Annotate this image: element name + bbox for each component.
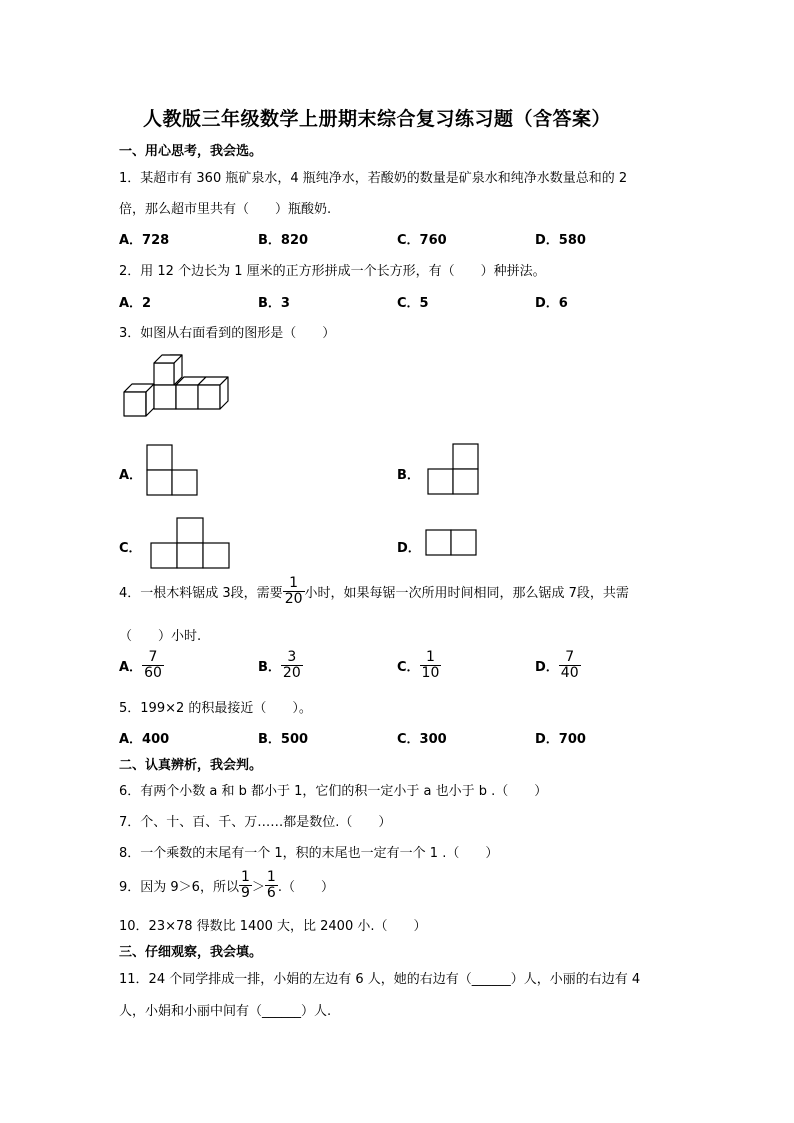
fraction-denominator: 9 [240,885,250,901]
q5-option-d[interactable]: D．700 [535,732,586,747]
question-3: 3．如图从右面看到的图形是（ ） [119,326,336,341]
q3-option-b[interactable]: B． [397,468,420,483]
fraction-numerator: 3 [281,650,303,666]
q5-option-b[interactable]: B．500 [258,732,309,747]
q4-option-d-label: D． [535,660,559,675]
question-10: 10．23×78 得数比 1400 大，比 2400 小.（ ） [119,919,427,934]
q4-option-d-fraction [559,650,581,681]
cube-figure [118,350,248,420]
q4-option-a-fraction [142,650,164,681]
question-9-fraction-1 [239,870,252,901]
q3-option-a-figure [146,444,200,498]
question-6: 6．有两个小数 a 和 b 都小于 1，它们的积一定小于 a 也小于 b .（ ） [119,784,548,799]
q5-option-a[interactable]: A．400 [119,732,170,747]
q3-option-d-figure [425,529,479,557]
page-title: 人教版三年级数学上册期末综合复习练习题（含答案） [143,108,612,130]
q4-option-a[interactable] [119,650,164,681]
question-1-line-2: 倍，那么超市里共有（ ）瓶酸奶. [119,202,332,217]
fraction-numerator: 1 [283,576,305,592]
q2-option-b[interactable]: B．3 [258,296,290,311]
section-heading-2: 二、认真辨析，我会判。 [119,758,263,773]
fraction-numerator: 1 [240,869,250,885]
greater-than-sign: ＞ [251,880,265,895]
question-4-text-b: 小时，如果每锯一次所用时间相同，那么锯成 7段，共需 [304,586,629,601]
question-4-line-1 [119,576,629,607]
fraction-denominator: 6 [266,885,276,901]
q3-option-a[interactable]: A． [119,468,143,483]
q2-option-d[interactable]: D．6 [535,296,568,311]
fraction-denominator: 10 [421,665,440,681]
q5-option-c[interactable]: C．300 [397,732,447,747]
q4-option-a-label: A． [119,660,143,675]
question-4-text-a: 4．一根木料锯成 3段，需要 [119,586,283,601]
fraction-denominator: 20 [284,591,303,607]
q1-option-b[interactable]: B．820 [258,233,309,248]
fraction-numerator: 1 [266,869,276,885]
fraction-denominator: 60 [144,665,162,681]
question-5: 5．199×2 的积最接近（ ）。 [119,701,312,716]
question-9-text-b: .（ ） [277,880,334,895]
fraction-numerator: 7 [142,650,164,666]
question-9-fraction-2 [265,870,278,901]
section-heading-1: 一、用心思考，我会选。 [119,144,263,159]
fraction-denominator: 40 [560,665,579,681]
q4-option-c-label: C． [397,660,420,675]
q2-option-c[interactable]: C．5 [397,296,429,311]
question-2: 2．用 12 个边长为 1 厘米的正方形拼成一个长方形，有（ ）种拼法。 [119,264,546,279]
section-heading-3: 三、仔细观察，我会填。 [119,945,263,960]
q4-option-b-label: B． [258,660,281,675]
q3-option-d[interactable]: D． [397,541,421,556]
q2-option-a[interactable]: A．2 [119,296,152,311]
q1-option-a[interactable]: A．728 [119,233,170,248]
fraction-numerator: 1 [420,650,442,666]
question-4-line-2: （ ）小时. [119,629,202,644]
question-11-line-1: 11．24 个同学排成一排，小娟的左边有 6 人，她的右边有（______）人，小丽的右边有 4 [119,972,641,987]
q4-option-b[interactable] [258,650,303,681]
q3-option-c[interactable]: C． [119,541,142,556]
q1-option-c[interactable]: C．760 [397,233,447,248]
fraction-numerator: 7 [559,650,581,666]
question-9-text-a: 9．因为 9＞6，所以 [119,880,239,895]
question-9 [119,870,334,901]
q3-option-b-figure [427,443,481,497]
question-1-line-1: 1．某超市有 360 瓶矿泉水，4 瓶纯净水，若酸奶的数量是矿泉水和纯净水数量总和的 2 [119,171,628,186]
q4-option-d[interactable] [535,650,581,681]
q1-option-d[interactable]: D．580 [535,233,586,248]
question-8: 8．一个乘数的末尾有一个 1，积的末尾也一定有一个 1 .（ ） [119,846,499,861]
question-7: 7．个、十、百、千、万……都是数位.（ ） [119,815,392,830]
q3-option-c-figure [150,517,232,571]
q4-option-b-fraction [281,650,303,681]
fraction-denominator: 20 [282,665,301,681]
q4-option-c-fraction [420,650,442,681]
question-11-line-2: 人，小娟和小丽中间有（______）人. [119,1004,332,1019]
question-4-fraction [283,576,305,607]
q4-option-c[interactable] [397,650,441,681]
